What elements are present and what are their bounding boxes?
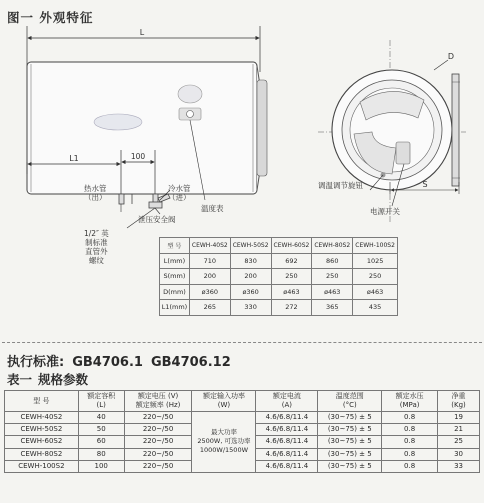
spec-table-name: 规格参数	[38, 372, 89, 387]
heater-drawing	[0, 22, 484, 234]
spec-cell: 0.8	[382, 436, 438, 448]
spec-cell: 220~/50	[124, 412, 192, 424]
spec-cell: 21	[438, 424, 480, 436]
dim-cell: 692	[271, 253, 312, 269]
spec-cell: (30~75) ± 5	[318, 424, 382, 436]
spec-header: 净重 (Kg)	[438, 391, 480, 412]
dim-cell: ø360	[230, 284, 271, 300]
dim-label-s: S	[422, 180, 428, 189]
brand-logo-text	[117, 119, 119, 126]
dim-cell: ø463	[271, 284, 312, 300]
spec-cell: 220~/50	[124, 448, 192, 460]
spec-header: 型 号	[5, 391, 79, 412]
spec-cell: 220~/50	[124, 436, 192, 448]
dim-cell: ø463	[312, 284, 353, 300]
standard-label: 执行标准:	[7, 355, 65, 370]
spec-cell: 100	[78, 460, 124, 472]
tank-front-view	[318, 40, 466, 222]
dimension-table	[159, 237, 398, 316]
dim-cell: 200	[189, 269, 230, 285]
spec-cell: 4.6/6.8/11.4	[256, 412, 318, 424]
spec-cell: 40	[78, 412, 124, 424]
spec-cell: 4.6/6.8/11.4	[256, 448, 318, 460]
spec-cell: 4.6/6.8/11.4	[256, 460, 318, 472]
figure-title: 图一 外观特征	[7, 10, 94, 25]
thermometer-label: 温度表	[201, 204, 224, 213]
dim-cell: 250	[312, 269, 353, 285]
pipe-thread-label: 1/2″ 英 制标准 直管外 螺纹	[84, 229, 109, 265]
spec-table-title	[7, 370, 94, 388]
table-row	[160, 284, 398, 300]
table-row	[5, 412, 480, 424]
dim-cell: D(mm)	[160, 284, 190, 300]
spec-cell: 220~/50	[124, 424, 192, 436]
dim-cell: 435	[353, 300, 398, 316]
panel-badge-text	[189, 91, 191, 98]
spec-cell: 0.8	[382, 448, 438, 460]
dim-cell: 710	[189, 253, 230, 269]
spec-cell: (30~75) ± 5	[318, 448, 382, 460]
dim-cell: 250	[353, 269, 398, 285]
spec-cell: 30	[438, 448, 480, 460]
spec-cell: (30~75) ± 5	[318, 412, 382, 424]
spec-cell: 19	[438, 412, 480, 424]
spec-cell: 80	[78, 448, 124, 460]
dim-cell: 250	[271, 269, 312, 285]
dim-cell: ø360	[189, 284, 230, 300]
spec-cell: CEWH-40S2	[5, 412, 79, 424]
spec-cell: 0.8	[382, 412, 438, 424]
table-row	[160, 253, 398, 269]
spec-cell: CEWH-100S2	[5, 460, 79, 472]
section-divider	[2, 342, 482, 343]
spec-cell: 50	[78, 424, 124, 436]
dim-cell: 265	[189, 300, 230, 316]
spec-cell: (30~75) ± 5	[318, 460, 382, 472]
table-row	[160, 269, 398, 285]
power-cell: 最大功率 2500W, 可选功率 1000W/1500W	[192, 412, 256, 473]
relief-valve-label: 泄压安全阀	[138, 215, 176, 224]
dim-header: CEWH-100S2	[353, 238, 398, 254]
dim-label-100: 100	[130, 152, 146, 161]
dim-cell: L(mm)	[160, 253, 190, 269]
dim-cell: 1025	[353, 253, 398, 269]
spec-cell: 220~/50	[124, 460, 192, 472]
dim-header: CEWH-80S2	[312, 238, 353, 254]
power-switch-label: 电源开关	[370, 207, 400, 216]
dim-cell: 200	[230, 269, 271, 285]
spec-header: 额定水压 (MPa)	[382, 391, 438, 412]
tank-side-view	[27, 62, 267, 194]
dim-cell: S(mm)	[160, 269, 190, 285]
spec-cell: 0.8	[382, 424, 438, 436]
spec-table-header	[5, 391, 480, 412]
pipes	[119, 194, 170, 208]
spec-table	[4, 390, 480, 473]
spec-header: 额定容积 (L)	[78, 391, 124, 412]
spec-cell: 0.8	[382, 460, 438, 472]
dim-cell: 830	[230, 253, 271, 269]
spec-header: 额定电流 (A)	[256, 391, 318, 412]
table-row	[160, 300, 398, 316]
dimension-table-header	[160, 238, 398, 254]
dim-cell: 365	[312, 300, 353, 316]
spec-cell: 60	[78, 436, 124, 448]
dim-header: CEWH-50S2	[230, 238, 271, 254]
spec-cell: 25	[438, 436, 480, 448]
dim-cell: ø463	[353, 284, 398, 300]
dim-header: CEWH-40S2	[189, 238, 230, 254]
spec-cell: CEWH-50S2	[5, 424, 79, 436]
dim-label-l: L	[139, 28, 145, 37]
hot-pipe-label: 热水管 （出）	[84, 184, 107, 202]
spec-cell: 4.6/6.8/11.4	[256, 424, 318, 436]
dim-cell: 272	[271, 300, 312, 316]
dim-header: 型 号	[160, 238, 190, 254]
spec-header: 温度范围 (°C)	[318, 391, 382, 412]
dim-header: CEWH-60S2	[271, 238, 312, 254]
dim-label-d: D	[447, 52, 455, 61]
spec-table-number: 表一	[7, 372, 33, 387]
spec-header: 额定电压 (V) 额定频率 (Hz)	[124, 391, 192, 412]
temp-knob-label: 调温调节旋钮	[318, 181, 363, 190]
cold-pipe-label: 冷水管 （进）	[168, 184, 191, 202]
dim-cell: 860	[312, 253, 353, 269]
dim-label-l1: L1	[69, 154, 79, 163]
spec-cell: (30~75) ± 5	[318, 436, 382, 448]
standard-heading	[7, 351, 239, 370]
spec-header: 额定输入功率 (W)	[192, 391, 256, 412]
spec-cell: CEWH-80S2	[5, 448, 79, 460]
spec-cell: 4.6/6.8/11.4	[256, 436, 318, 448]
standard-code: GB4706.12	[150, 355, 231, 370]
dim-cell: 330	[230, 300, 271, 316]
dim-cell: L1(mm)	[160, 300, 190, 316]
spec-cell: 33	[438, 460, 480, 472]
standard-code: GB4706.1	[72, 355, 143, 370]
spec-cell: CEWH-60S2	[5, 436, 79, 448]
